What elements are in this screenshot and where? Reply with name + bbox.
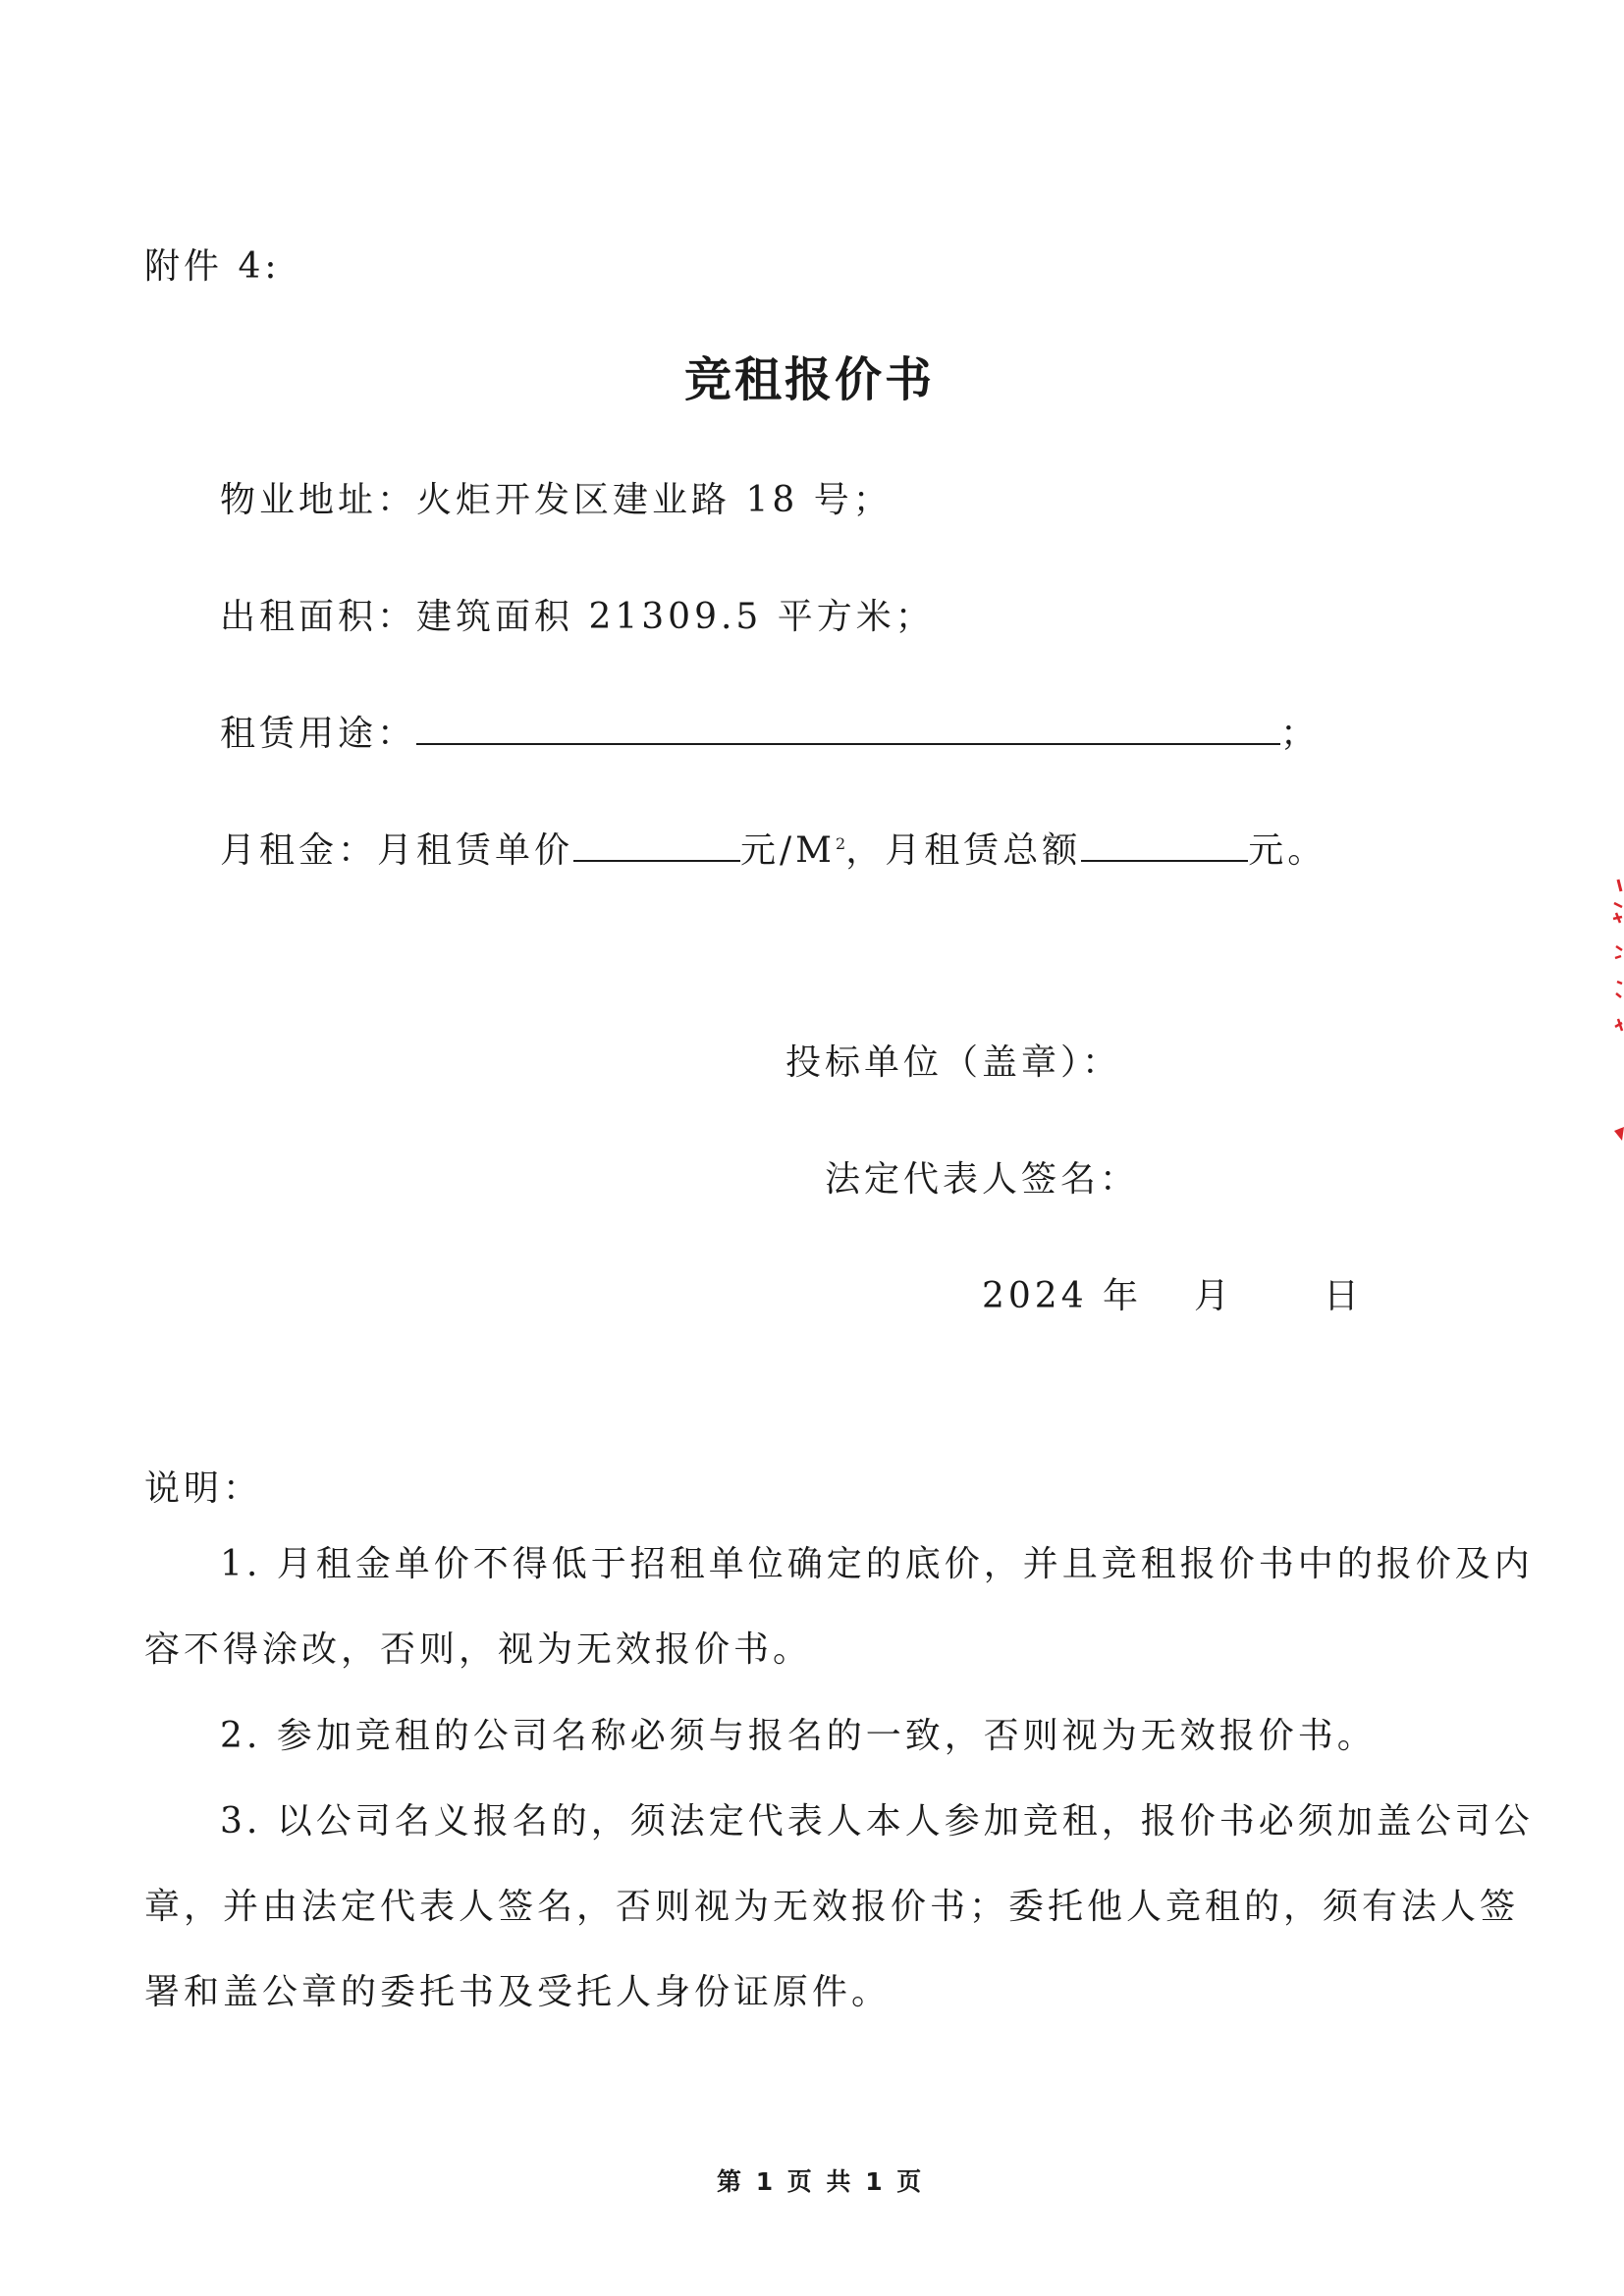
stamp-edge-mark	[1608, 874, 1624, 1148]
page-footer: 第 1 页 共 1 页	[717, 2167, 925, 2196]
note-3-line-1: 3. 以公司名义报名的，须法定代表人本人参加竞租，报价书必须加盖公司公	[220, 1801, 1534, 1842]
note-3-line-3: 署和盖公章的委托书及受托人身份证原件。	[144, 1972, 892, 2012]
area-label: 出租面积：	[220, 597, 417, 637]
area-row	[220, 589, 935, 639]
rent-row	[220, 823, 1326, 873]
unit-price-blank[interactable]	[573, 830, 740, 862]
rent-label: 月租金：	[220, 830, 378, 871]
area-value: 建筑面积 21309.5 平方米；	[416, 597, 935, 637]
unit-price-label: 月租赁单价	[377, 830, 574, 871]
purpose-end: ；	[1280, 714, 1321, 754]
note-1-line-1: 1. 月租金单价不得低于招租单位确定的底价，并且竞租报价书中的报价及内	[220, 1544, 1534, 1584]
note-1-line-2: 容不得涂改，否则，视为无效报价书。	[144, 1629, 813, 1670]
notes-heading: 说明：	[144, 1468, 263, 1509]
attachment-label: 附件 4:	[144, 246, 281, 287]
unit-price-suffix: 元/M	[740, 830, 837, 871]
date-month: 月	[1194, 1276, 1234, 1316]
purpose-blank[interactable]	[416, 714, 1280, 745]
total-blank[interactable]	[1081, 830, 1248, 862]
total-suffix: 元。	[1248, 830, 1327, 871]
unit-superscript: 2	[836, 834, 846, 853]
note-3-line-2: 章，并由法定代表人签名，否则视为无效报价书；委托他人竞租的，须有法人签	[144, 1887, 1520, 1927]
purpose-row	[220, 706, 1320, 756]
date-year: 2024 年	[982, 1276, 1143, 1316]
date-day: 日	[1324, 1276, 1364, 1316]
legal-rep-signature-label: 法定代表人签名：	[825, 1159, 1140, 1200]
document-title: 竞租报价书	[684, 352, 936, 407]
purpose-label: 租赁用途：	[220, 714, 417, 754]
note-2-line-1: 2. 参加竞租的公司名称必须与报名的一致，否则视为无效报价书。	[220, 1716, 1377, 1756]
total-label: ，月租赁总额	[845, 830, 1082, 871]
address-row	[220, 472, 893, 522]
address-label: 物业地址：	[220, 480, 417, 520]
bidder-seal-label: 投标单位（盖章）：	[785, 1042, 1122, 1083]
address-value: 火炬开发区建业路 18 号；	[416, 480, 893, 520]
